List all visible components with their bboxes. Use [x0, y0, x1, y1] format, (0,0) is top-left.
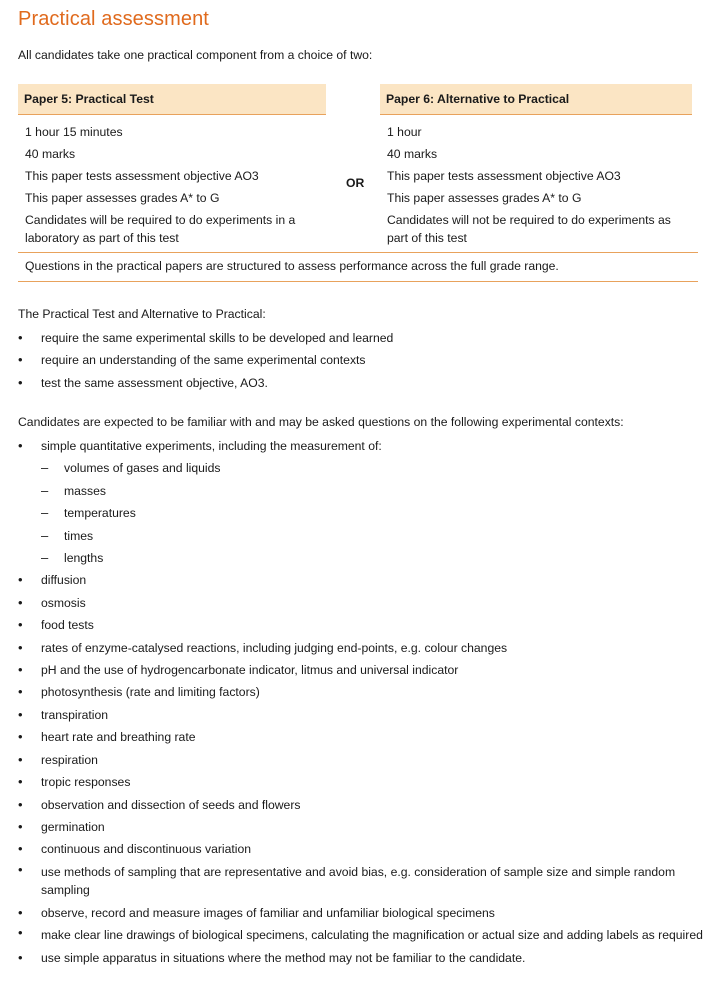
list-item: • require an understanding of the same experimental contexts	[18, 349, 708, 371]
list-item: • germination	[18, 816, 708, 838]
paper-5-experiments: Candidates will be required to do experiments in a laboratory as part of this test	[25, 213, 296, 245]
sub-list-item: – masses	[41, 480, 708, 502]
list-item: • make clear line drawings of biological specimens, calculating the magnification or actual size and adding labels as required	[18, 924, 708, 947]
list-item: • observe, record and measure images of familiar and unfamiliar biological specimens	[18, 902, 708, 924]
paper-6-duration: 1 hour	[387, 125, 422, 139]
list-item: • respiration	[18, 749, 708, 771]
sub-list-item: – lengths	[41, 547, 708, 569]
section-experimental-contexts	[18, 412, 708, 970]
or-label: OR	[346, 176, 365, 190]
list-item: • osmosis	[18, 592, 708, 614]
papers-table	[18, 84, 698, 282]
paper-6-grades: This paper assesses grades A* to G	[387, 191, 582, 205]
paper-5-heading: Paper 5: Practical Test	[18, 84, 326, 115]
list-item: • test the same assessment objective, AO3.	[18, 372, 708, 394]
list-item: • food tests	[18, 614, 708, 636]
list-item: • use methods of sampling that are representative and avoid bias, e.g. consideration of sample size and simple random sampling	[18, 861, 708, 902]
paper-6-experiments: Candidates will not be required to do experiments as part of this test	[387, 213, 671, 245]
list-item	[18, 435, 708, 569]
paper-5-grades: This paper assesses grades A* to G	[25, 191, 220, 205]
list-item: • diffusion	[18, 569, 708, 591]
section-2-lead: Candidates are expected to be familiar with and may be asked questions on the following experimental contexts:	[18, 415, 624, 429]
list-item: • continuous and discontinuous variation	[18, 838, 708, 860]
list-item: • use simple apparatus in situations where the method may not be familiar to the candidate.	[18, 947, 708, 969]
paper-5-duration: 1 hour 15 minutes	[25, 125, 123, 139]
list-item: • transpiration	[18, 704, 708, 726]
papers-footer-note: Questions in the practical papers are structured to assess performance across the full grade range.	[18, 252, 698, 282]
paper-5-marks: 40 marks	[25, 147, 76, 161]
sub-list-item: – volumes of gases and liquids	[41, 457, 708, 479]
list-item: • heart rate and breathing rate	[18, 726, 708, 748]
list-item: • rates of enzyme-catalysed reactions, including judging end-points, e.g. colour changes	[18, 637, 708, 659]
list-item: • pH and the use of hydrogencarbonate indicator, litmus and universal indicator	[18, 659, 708, 681]
paper-6-objective: This paper tests assessment objective AO3	[387, 169, 621, 183]
paper-6-heading: Paper 6: Alternative to Practical	[380, 84, 692, 115]
paper-5-objective: This paper tests assessment objective AO3	[25, 169, 259, 183]
paper-6-marks: 40 marks	[387, 147, 438, 161]
list-item-label: simple quantitative experiments, including the measurement of:	[41, 439, 382, 453]
paper-5-column	[18, 84, 326, 249]
list-item: • photosynthesis (rate and limiting factors)	[18, 681, 708, 703]
intro-text: All candidates take one practical component from a choice of two:	[18, 48, 373, 62]
list-item: • require the same experimental skills to be developed and learned	[18, 327, 708, 349]
section-1-lead: The Practical Test and Alternative to Practical:	[18, 307, 266, 321]
list-item: • tropic responses	[18, 771, 708, 793]
page-title: Practical assessment	[18, 8, 209, 30]
sub-list-item: – temperatures	[41, 502, 708, 524]
paper-6-column	[380, 84, 692, 249]
sub-list-item: – times	[41, 525, 708, 547]
list-item: • observation and dissection of seeds and flowers	[18, 794, 708, 816]
section-shared-features	[18, 304, 708, 394]
